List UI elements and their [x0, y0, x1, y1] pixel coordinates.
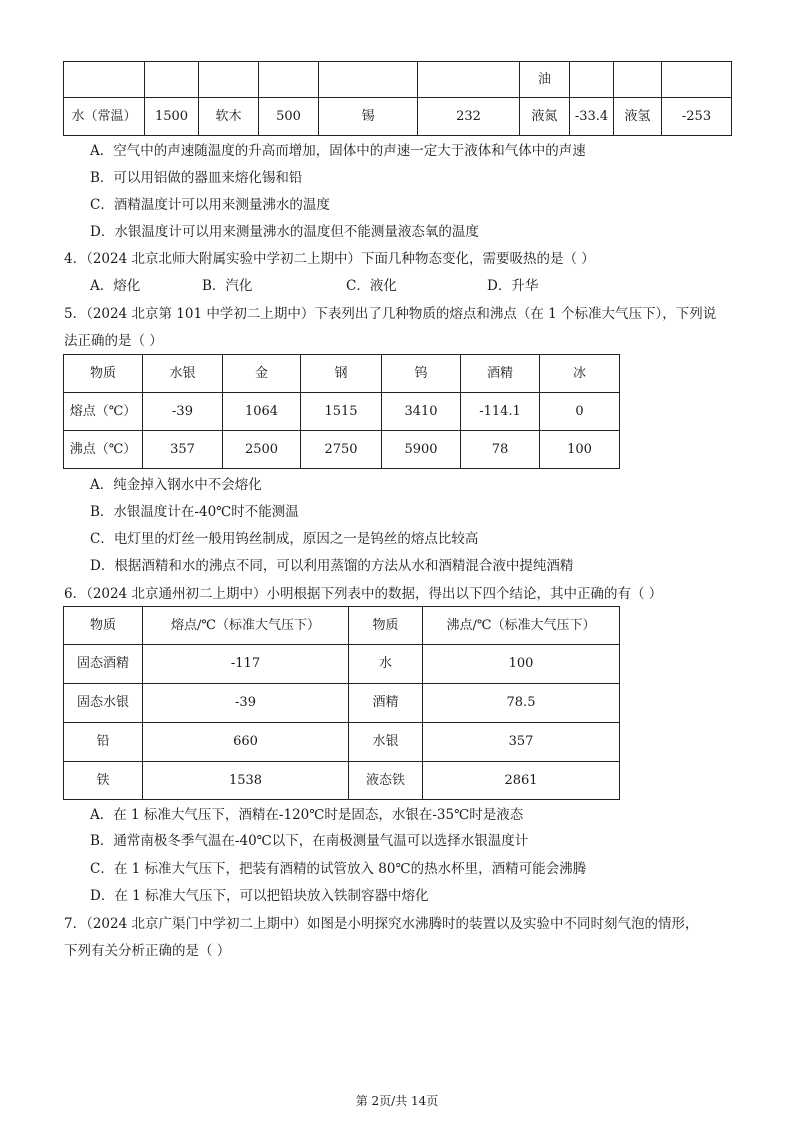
table-cell: 1500 [145, 98, 199, 136]
table-cell: 油 [520, 62, 570, 98]
table-cell: 357 [143, 431, 223, 469]
table-header: 钨 [382, 355, 461, 393]
q6-option-c: C．在 1 标准大气压下，把装有酒精的试管放入 80℃的热水杯里，酒精可能会沸腾 [90, 861, 587, 877]
table-cell: 0 [540, 393, 620, 431]
table-cell: 78 [461, 431, 540, 469]
table-cell: 固态酒精 [64, 645, 143, 684]
table-cell: 水银 [349, 723, 423, 762]
q6-option-d: D．在 1 标准大气压下，可以把铅块放入铁制容器中熔化 [90, 888, 429, 904]
table-cell: 软木 [199, 98, 259, 136]
table-cell: 357 [423, 723, 620, 762]
q3-option-a: A．空气中的声速随温度的升高而增加，固体中的声速一定大于液体和气体中的声速 [90, 143, 586, 159]
table-cell: 78.5 [423, 684, 620, 723]
table-cell [199, 62, 259, 98]
q6-table [63, 606, 620, 800]
table-cell: 3410 [382, 393, 461, 431]
table-cell: 液态铁 [349, 762, 423, 800]
table-header: 熔点/℃（标准大气压下） [143, 607, 349, 645]
table-header: 沸点/℃（标准大气压下） [423, 607, 620, 645]
table-header: 物质 [64, 607, 143, 645]
q7-stem-line2: 下列有关分析正确的是（ ） [64, 943, 231, 959]
table-cell: 660 [143, 723, 349, 762]
table-cell [64, 62, 145, 98]
table-cell: 100 [423, 645, 620, 684]
table-header: 钢 [301, 355, 382, 393]
table-cell: 2861 [423, 762, 620, 800]
table-cell: 固态水银 [64, 684, 143, 723]
q5-table [63, 354, 620, 469]
table-header: 酒精 [461, 355, 540, 393]
table-cell: -33.4 [570, 98, 614, 136]
table-cell: 酒精 [349, 684, 423, 723]
q4-option-b: B．汽化 [202, 278, 253, 294]
table-header: 物质 [64, 355, 143, 393]
q5-option-d: D．根据酒精和水的沸点不同，可以利用蒸馏的方法从水和酒精混合液中提纯酒精 [90, 558, 574, 574]
q3-option-b: B．可以用铝做的器皿来熔化锡和铅 [90, 170, 303, 186]
q5-stem-line2: 法正确的是（ ） [64, 333, 163, 349]
table-cell: 1064 [223, 393, 301, 431]
table-cell: 1538 [143, 762, 349, 800]
table-cell: 500 [259, 98, 319, 136]
q7-stem-line1: 7．（2024 北京广渠门中学初二上期中）如图是小明探究水沸腾时的装置以及实验中不同时刻气泡的情形， [64, 916, 699, 932]
table-cell: -114.1 [461, 393, 540, 431]
q6-option-a: A．在 1 标准大气压下，酒精在-120℃时是固态，水银在-35℃时是液态 [90, 807, 524, 823]
q5-option-b: B．水银温度计在-40℃时不能测温 [90, 504, 299, 520]
table-cell [614, 62, 662, 98]
table-cell: 232 [418, 98, 520, 136]
table-header: 水银 [143, 355, 223, 393]
table-cell [662, 62, 732, 98]
top-table [63, 61, 732, 136]
table-header: 金 [223, 355, 301, 393]
table-cell [145, 62, 199, 98]
table-cell: 铁 [64, 762, 143, 800]
table-cell: 水（常温） [64, 98, 145, 136]
table-cell: 铅 [64, 723, 143, 762]
table-cell: -117 [143, 645, 349, 684]
table-cell: 液氢 [614, 98, 662, 136]
q4-option-d: D．升华 [487, 278, 539, 294]
table-cell [418, 62, 520, 98]
q5-stem-line1: 5．（2024 北京第 101 中学初二上期中）下表列出了几种物质的熔点和沸点（在 1 个标准大气压下），下列说 [64, 306, 717, 322]
table-cell: 液氮 [520, 98, 570, 136]
table-cell [259, 62, 319, 98]
table-cell: 2500 [223, 431, 301, 469]
q4-option-a: A．熔化 [90, 278, 141, 294]
table-cell: 沸点（℃） [64, 431, 143, 469]
q6-option-b: B．通常南极冬季气温在-40℃以下，在南极测量气温可以选择水银温度计 [90, 833, 529, 849]
table-cell: 5900 [382, 431, 461, 469]
q4-option-c: C．液化 [346, 278, 397, 294]
table-header: 物质 [349, 607, 423, 645]
table-cell [319, 62, 418, 98]
table-cell: 1515 [301, 393, 382, 431]
q3-option-d: D．水银温度计可以用来测量沸水的温度但不能测量液态氧的温度 [90, 224, 479, 240]
q6-stem: 6．（2024 北京通州初二上期中）小明根据下列表中的数据，得出以下四个结论，其中正确的有（ ） [64, 586, 663, 602]
table-cell: 100 [540, 431, 620, 469]
q5-option-c: C．电灯里的灯丝一般用钨丝制成，原因之一是钨丝的熔点比较高 [90, 531, 479, 547]
q3-option-c: C．酒精温度计可以用来测量沸水的温度 [90, 197, 330, 213]
page-number: 第 2页/共 14页 [355, 1094, 439, 1108]
table-cell: 锡 [319, 98, 418, 136]
table-cell: 2750 [301, 431, 382, 469]
table-cell [570, 62, 614, 98]
q4-stem: 4．（2024 北京北师大附属实验中学初二上期中）下面几种物态变化，需要吸热的是（ ） [64, 251, 595, 267]
q5-option-a: A．纯金掉入钢水中不会熔化 [90, 477, 262, 493]
table-cell: 熔点（℃） [64, 393, 143, 431]
table-cell: -39 [143, 684, 349, 723]
table-cell: -253 [662, 98, 732, 136]
table-header: 冰 [540, 355, 620, 393]
table-cell: 水 [349, 645, 423, 684]
table-cell: -39 [143, 393, 223, 431]
